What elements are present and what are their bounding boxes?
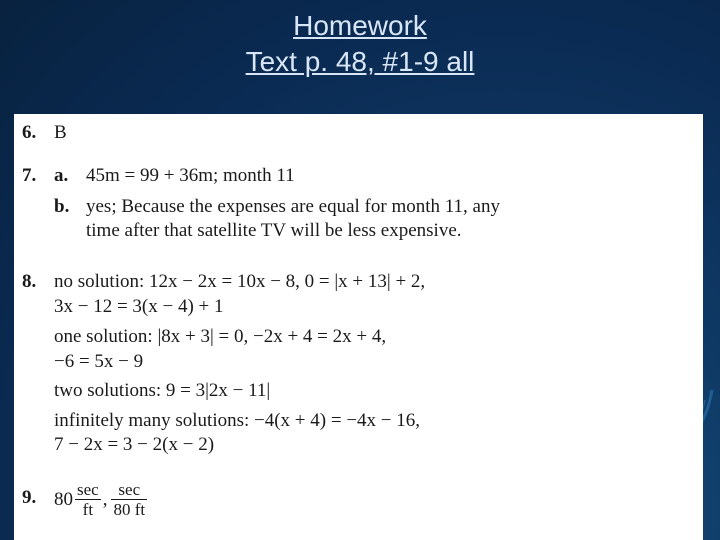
fraction-denominator: ft [82,500,94,519]
answer-number: 7. [22,165,37,186]
separator: , [102,488,108,510]
answer-list [14,114,574,540]
answer-number: 8. [22,271,37,292]
sub-label: b. [54,196,70,217]
rate-coefficient: 80 [54,488,73,510]
title-line-1: Homework [293,10,427,41]
answer-text: 45m = 99 + 36m; month 11 [86,165,295,186]
slide-title [0,8,720,80]
answer-line: one solution: |8x + 3| = 0, −2x + 4 = 2x + 4, [54,326,387,347]
answer-line: infinitely many solutions: −4(x + 4) = −4x − 16, [54,410,421,431]
fraction-1 [75,480,101,519]
answer-line: two solutions: 9 = 3|2x − 11| [54,380,271,401]
answer-line: no solution: 12x − 2x = 10x − 8, 0 = |x + 13| + 2, [54,271,426,292]
fraction-numerator: sec [77,480,99,499]
answer-line: −6 = 5x − 9 [54,351,144,372]
fraction-2 [111,480,147,519]
answer-text: time after that satellite TV will be less expensive. [86,220,462,241]
answer-line: 7 − 2x = 3 − 2(x − 2) [54,434,215,455]
answer-number: 9. [22,487,37,508]
answer-text: B [54,122,67,143]
fraction-denominator: 80 ft [113,500,146,519]
title-line-2: Text p. 48, #1-9 all [245,46,475,77]
answer-sheet [14,114,703,540]
answer-text: yes; Because the expenses are equal for month 11, any [86,196,500,217]
sub-label: a. [54,165,69,186]
answer-number: 6. [22,122,37,143]
answer-9 [54,480,148,519]
fraction-numerator: sec [111,480,147,500]
answer-line: 3x − 12 = 3(x − 4) + 1 [54,296,224,317]
